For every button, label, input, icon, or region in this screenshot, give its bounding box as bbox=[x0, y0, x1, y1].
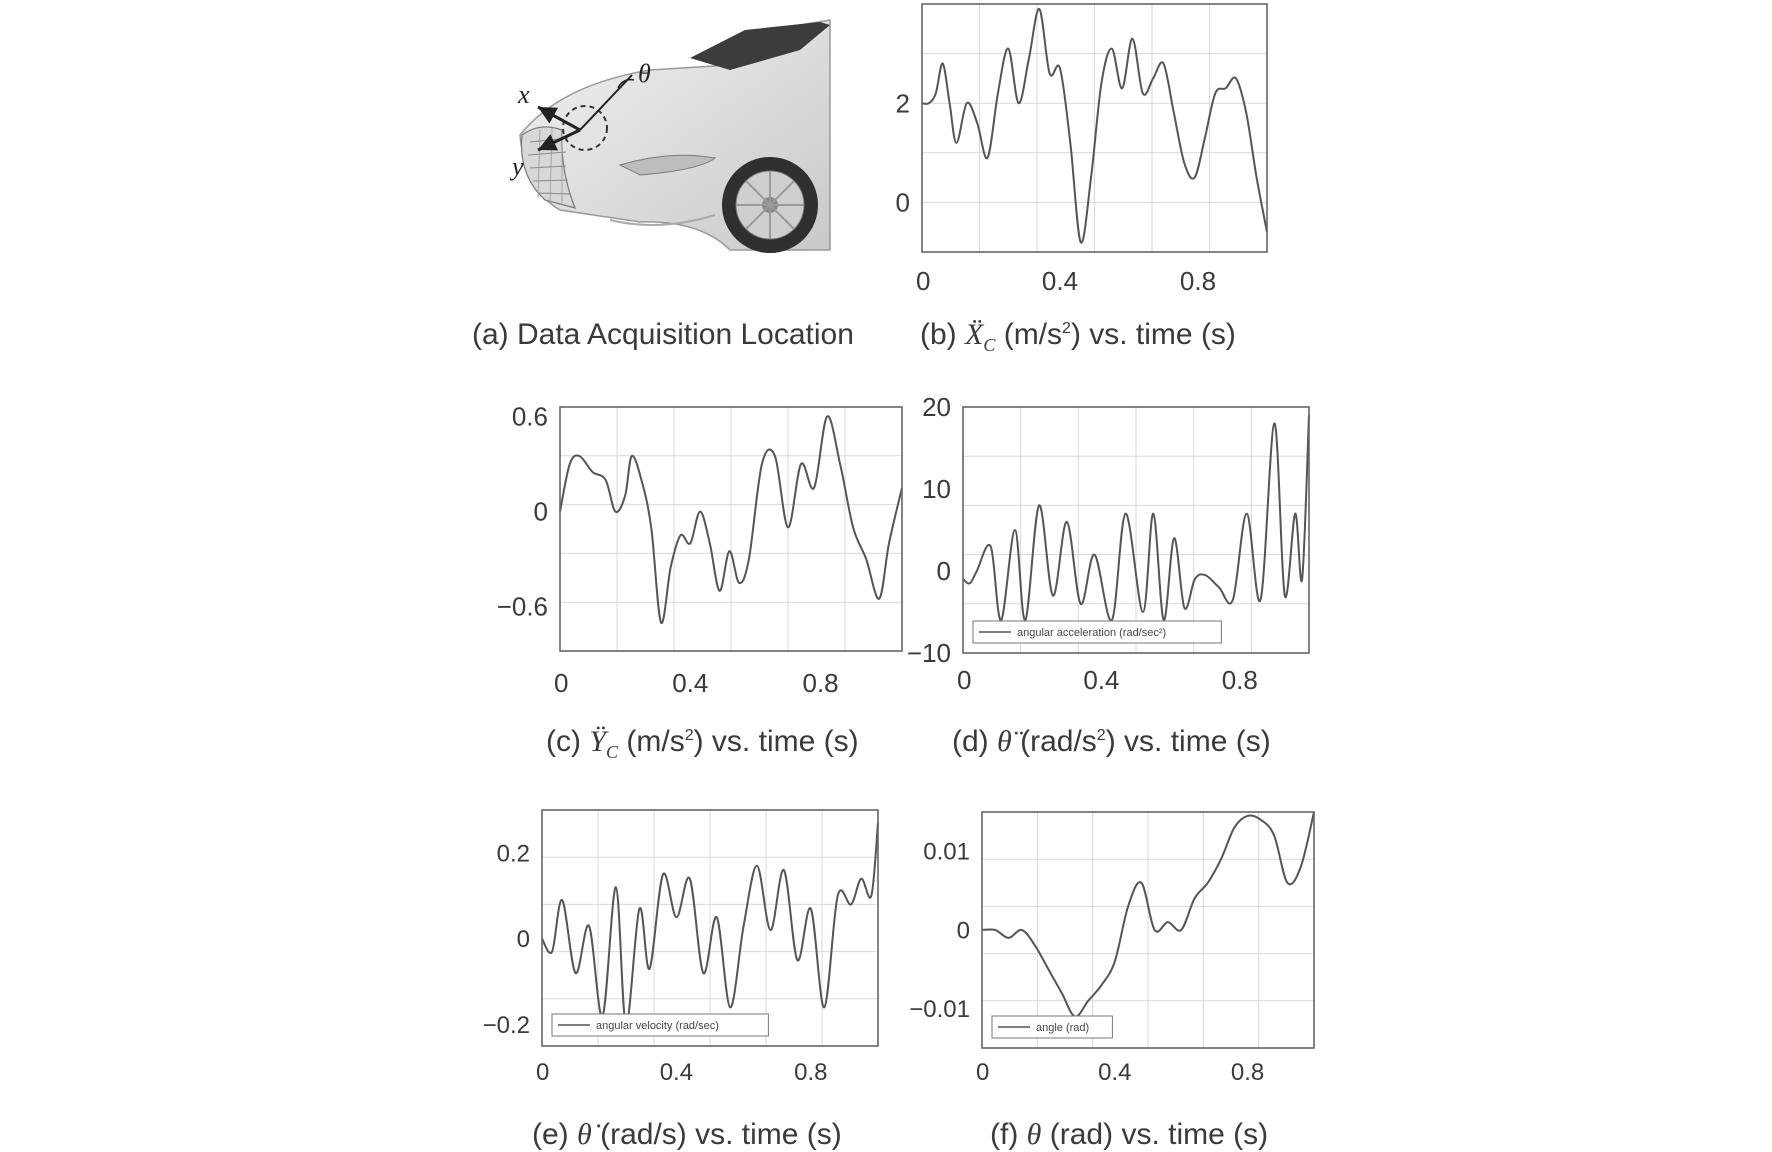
x-tick-label: 0.8 bbox=[794, 1059, 828, 1086]
legend-label: angular velocity (rad/sec) bbox=[596, 1020, 719, 1032]
y-tick-label: 0 bbox=[533, 496, 548, 527]
x-tick-label: 0 bbox=[976, 1059, 990, 1086]
caption-e: (e) θ̇ (rad/s) vs. time (s) bbox=[532, 1118, 842, 1151]
legend bbox=[552, 1014, 768, 1036]
x-tick-label: 0.4 bbox=[672, 668, 709, 698]
y-tick-label: −10 bbox=[906, 638, 951, 669]
x-tick-label: 0.8 bbox=[1179, 266, 1217, 296]
legend-label: angular acceleration (rad/sec²) bbox=[1017, 627, 1167, 639]
y-tick-label: −0.6 bbox=[496, 591, 548, 622]
legend bbox=[992, 1016, 1112, 1038]
x-tick-label: 0.4 bbox=[1041, 266, 1079, 296]
chart-b-x-acceleration bbox=[860, 0, 1300, 310]
y-tick-label: −0.01 bbox=[909, 996, 970, 1024]
chart-f-angle bbox=[900, 790, 1330, 1090]
caption-c: (c) $Ÿ_C$ $(m/s^2)$ vs. time (s) bbox=[546, 725, 859, 762]
theta-label: θ bbox=[638, 59, 651, 88]
x-tick-label: 0 bbox=[957, 665, 972, 695]
x-axis-label: x bbox=[518, 80, 530, 109]
y-tick-label: −0.2 bbox=[482, 1011, 530, 1039]
x-tick-label: 0.8 bbox=[802, 668, 839, 698]
x-tick-label: 0 bbox=[916, 266, 931, 296]
x-tick-label: 0 bbox=[536, 1059, 550, 1086]
y-tick-label: 0.2 bbox=[496, 840, 530, 868]
x-tick-label: 0.8 bbox=[1221, 665, 1258, 695]
chart-c-y-acceleration bbox=[455, 395, 915, 705]
y-tick-label: 10 bbox=[922, 474, 951, 505]
y-tick-label: 20 bbox=[922, 395, 951, 423]
y-tick-label: 0 bbox=[895, 187, 910, 218]
caption-a: (a) Data Acquisition Location bbox=[472, 318, 854, 351]
y-tick-label: 0 bbox=[956, 917, 970, 945]
y-axis-label: y bbox=[512, 152, 524, 181]
x-tick-label: 0 bbox=[554, 668, 569, 698]
y-tick-label: 0 bbox=[936, 556, 951, 587]
x-tick-label: 0.4 bbox=[1098, 1059, 1132, 1086]
x-tick-label: 0.4 bbox=[1083, 665, 1120, 695]
y-tick-label: 2 bbox=[895, 88, 910, 119]
x-tick-label: 0.8 bbox=[1230, 1059, 1265, 1086]
caption-b: (b) Ẍ$_C$ $(m/s^2)$ vs. time (s) bbox=[920, 318, 1236, 355]
y-tick-label: 0.01 bbox=[923, 838, 970, 866]
y-tick-label: 0.6 bbox=[511, 401, 548, 432]
chart-d-angular-acceleration bbox=[905, 395, 1335, 705]
x-tick-label: 0.4 bbox=[659, 1059, 694, 1086]
legend bbox=[973, 621, 1221, 643]
caption-f: (f) θ (rad) vs. time (s) bbox=[990, 1118, 1269, 1151]
caption-d: (d) θ̈ $(rad/s^2)$ vs. time (s) bbox=[952, 725, 1271, 758]
legend-label: angle (rad) bbox=[1036, 1022, 1090, 1034]
y-tick-label: 0 bbox=[516, 926, 530, 954]
chart-e-angular-velocity bbox=[455, 790, 915, 1090]
data-acquisition-diagram bbox=[500, 10, 840, 280]
